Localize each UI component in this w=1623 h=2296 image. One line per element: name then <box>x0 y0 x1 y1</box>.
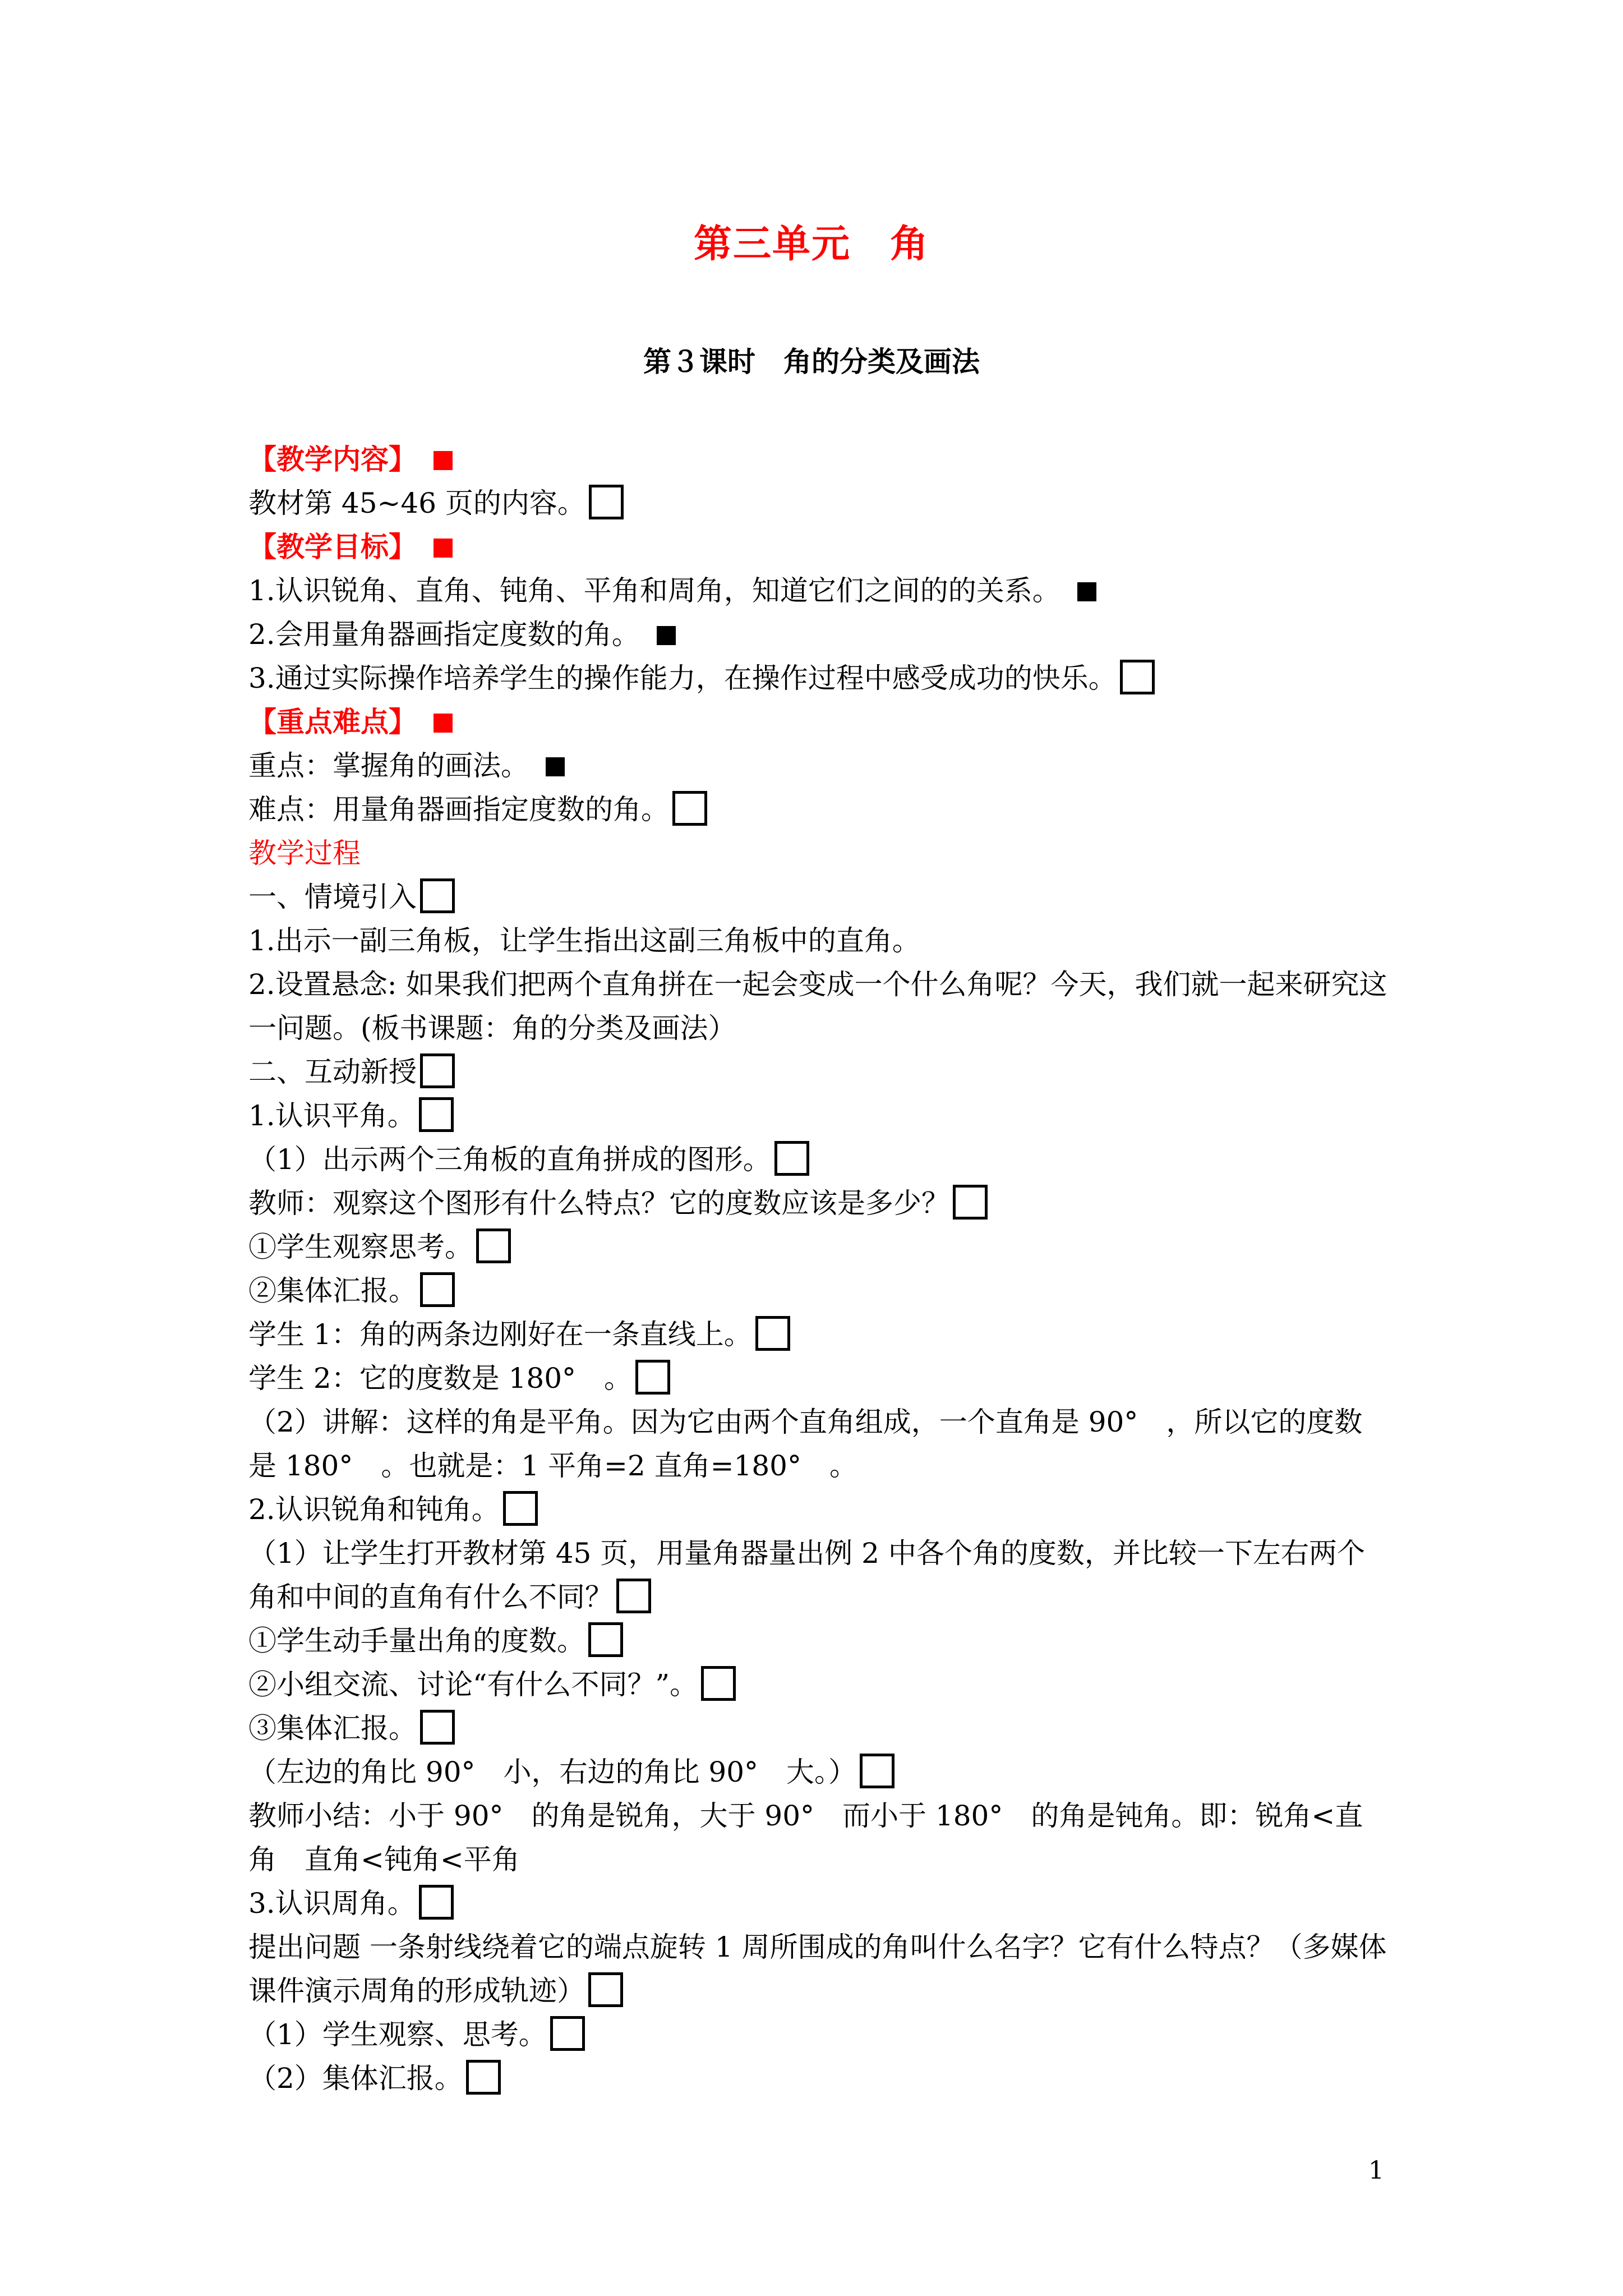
paragraph: 难点：用量角器画指定度数的角。 <box>248 788 1390 831</box>
empty-box-icon <box>503 1491 538 1526</box>
paragraph: （左边的角比 90° 小，右边的角比 90° 大。） <box>248 1750 1390 1794</box>
paragraph: ①学生观察思考。 <box>248 1225 1390 1269</box>
paragraph: 二、互动新授 <box>248 1050 1390 1094</box>
empty-box-icon <box>419 1885 454 1920</box>
paragraph: 学生 2：它的度数是 180° 。 <box>248 1356 1390 1400</box>
empty-box-icon <box>420 1710 455 1745</box>
red-square-icon <box>434 539 453 558</box>
paragraph: ②小组交流、讨论“有什么不同？”。 <box>248 1663 1390 1706</box>
section-heading: 【教学目标】 <box>248 525 1390 569</box>
paragraph: 2.会用量角器画指定度数的角。 <box>248 613 1390 656</box>
empty-box-icon <box>550 2016 585 2051</box>
paragraph: （1）学生观察、思考。 <box>248 2013 1390 2056</box>
empty-box-icon <box>774 1141 809 1176</box>
page-number: 1 <box>1368 2156 1384 2185</box>
paragraph: （2）讲解：这样的角是平角。因为它由两个直角组成，一个直角是 90° ，所以它的度数是 180° 。也就是：1 平角=2 直角=180° 。 <box>248 1406 1363 1482</box>
empty-box-icon <box>701 1666 736 1701</box>
red-square-icon <box>434 714 453 733</box>
section-heading: 教学过程 <box>248 837 361 869</box>
empty-box-icon <box>466 2060 501 2095</box>
paragraph: ③集体汇报。 <box>248 1706 1390 1750</box>
empty-box-icon <box>588 1622 623 1657</box>
empty-box-icon <box>419 1097 454 1132</box>
paragraph: 1.认识平角。 <box>248 1094 1390 1138</box>
paragraph: 1.认识锐角、直角、钝角、平角和周角，知道它们之间的的关系。 <box>248 569 1390 613</box>
empty-box-icon <box>589 485 624 519</box>
empty-box-icon <box>616 1579 651 1613</box>
paragraph: （2）集体汇报。 <box>248 2056 1390 2100</box>
black-square-icon <box>1077 582 1096 601</box>
paragraph: 2.认识锐角和钝角。 <box>248 1488 1390 1531</box>
paragraph: 3.认识周角。 <box>248 1881 1390 1925</box>
empty-box-icon <box>860 1754 895 1788</box>
empty-box-icon <box>588 1972 623 2007</box>
empty-box-icon <box>420 878 455 913</box>
unit-title: 第三单元 角 <box>693 222 929 266</box>
paragraph: 教材第 45~46 页的内容。 <box>248 481 1390 525</box>
paragraph: （1）让学生打开教材第 45 页，用量角器量出例 2 中各个角的度数，并比较一下左右两个角和中间的直角有什么不同？ <box>248 1537 1365 1613</box>
black-square-icon <box>657 626 676 645</box>
paragraph: 教师小结：小于 90° 的角是锐角，大于 90° 而小于 180° 的角是钝角。即：锐角<直角 直角<钝角<平角 <box>248 1800 1363 1876</box>
paragraph: 3.通过实际操作培养学生的操作能力，在操作过程中感受成功的快乐。 <box>248 656 1390 700</box>
paragraph: 提出问题 一条射线绕着它的端点旋转 1 周所围成的角叫什么名字？它有什么特点？（多媒体课件演示周角的形成轨迹） <box>248 1931 1387 2007</box>
paragraph: 教师：观察这个图形有什么特点？它的度数应该是多少？ <box>248 1181 1390 1225</box>
empty-box-icon <box>672 791 707 826</box>
paragraph: 重点：掌握角的画法。 <box>248 744 1390 788</box>
empty-box-icon <box>755 1316 790 1351</box>
empty-box-icon <box>635 1360 670 1395</box>
paragraph: ①学生动手量出角的度数。 <box>248 1619 1390 1663</box>
paragraph: 学生 1：角的两条边刚好在一条直线上。 <box>248 1313 1390 1356</box>
empty-box-icon <box>476 1228 511 1263</box>
paragraph: 1.出示一副三角板，让学生指出这副三角板中的直角。 <box>248 924 920 957</box>
paragraph: 2.设置悬念: 如果我们把两个直角拼在一起会变成一个什么角呢？今天，我们就一起来研究这一问题。(板书课题：角的分类及画法） <box>248 968 1387 1045</box>
empty-box-icon <box>953 1185 988 1220</box>
paragraph: 一、情境引入 <box>248 875 1390 919</box>
empty-box-icon <box>1120 660 1155 694</box>
red-square-icon <box>434 451 453 470</box>
black-square-icon <box>546 757 565 776</box>
paragraph: ②集体汇报。 <box>248 1269 1390 1313</box>
lesson-content <box>248 438 1390 2100</box>
empty-box-icon <box>420 1272 455 1307</box>
section-heading: 【重点难点】 <box>248 700 1390 744</box>
section-heading: 【教学内容】 <box>248 438 1390 481</box>
paragraph: （1）出示两个三角板的直角拼成的图形。 <box>248 1138 1390 1181</box>
lesson-subtitle: 第３课时 角的分类及画法 <box>643 345 980 378</box>
empty-box-icon <box>420 1053 455 1088</box>
